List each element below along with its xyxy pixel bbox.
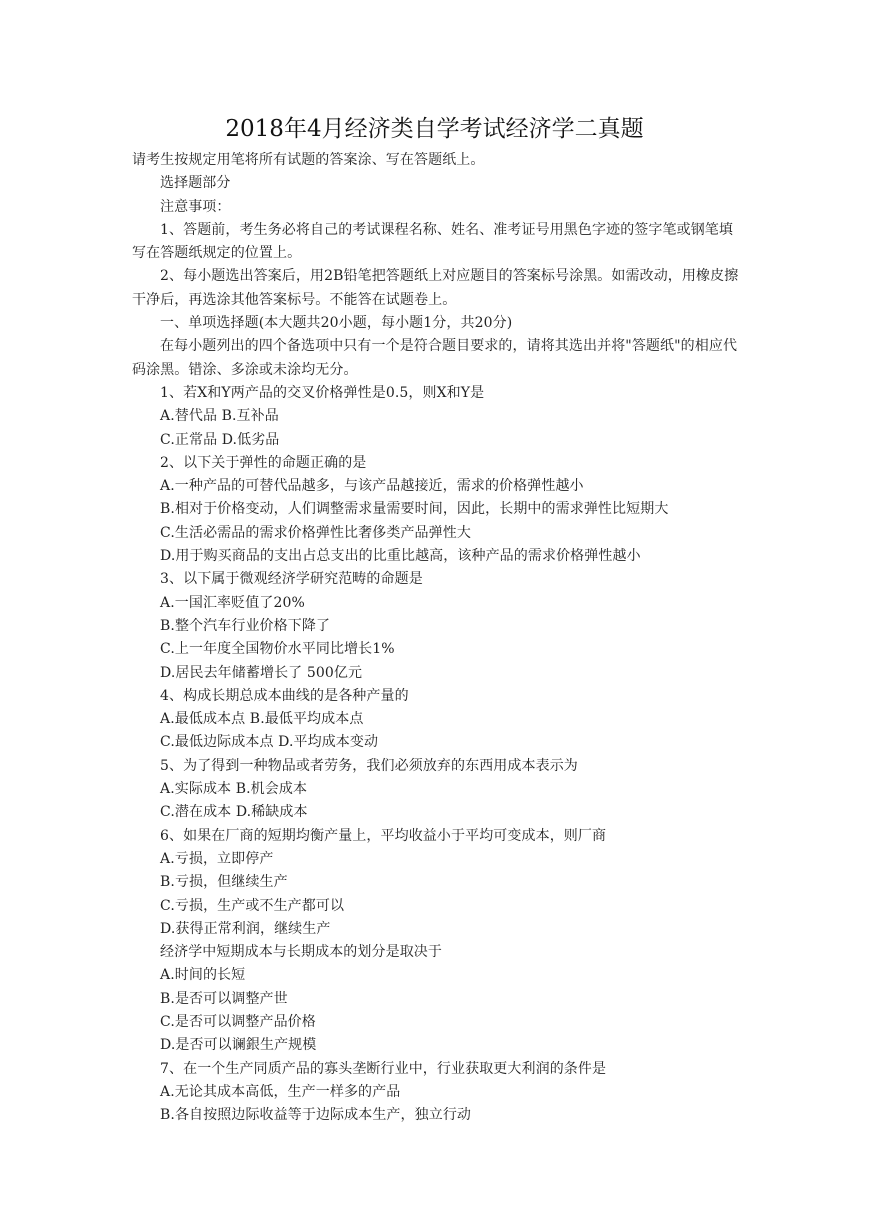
question-option: B.亏损，但继续生产	[160, 874, 288, 891]
question-1	[132, 382, 744, 452]
question-option: B.整个汽车行业价格下降了	[160, 617, 331, 634]
question-option: B.是否可以调整产世	[160, 990, 288, 1007]
question-stem: 6、如果在厂商的短期均衡产量上，平均收益小于平均可变成本，则厂商	[160, 827, 607, 844]
question-option: C.亏损，生产或不生产都可以	[160, 897, 345, 914]
question-option: A.一国汇率贬值了20%	[160, 594, 305, 611]
document-body	[132, 149, 744, 1127]
question-option: A.时间的长短	[160, 967, 246, 984]
question-2	[132, 452, 744, 568]
question-stem: 2、以下关于弹性的命题正确的是	[160, 454, 367, 471]
question-stem: 3、以下属于微观经济学研究范畴的命题是	[160, 571, 423, 588]
question-option: D.获得正常利润，继续生产	[160, 920, 331, 937]
notes-heading: 注意事项：	[160, 198, 231, 215]
intro-text: 请考生按规定用笔将所有试题的答案涂、写在答题纸上。	[132, 152, 485, 168]
note-2: 2、每小题选出答案后，用2B铅笔把答题纸上对应题目的答案标号涂黑。如需改动，用橡皮擦干净后，再选涂其他答案标号。不能答在试题卷上。	[132, 268, 739, 308]
part1-heading: 一、单项选择题(本大题共20小题，每小题1分，共20分)	[160, 315, 513, 332]
question-7	[132, 1058, 744, 1128]
question-option: C.上一年度全国物价水平同比增长1%	[160, 641, 395, 658]
question-5	[132, 755, 744, 825]
question-option: A.亏损，立即停产	[160, 850, 274, 867]
question-4	[132, 685, 744, 755]
question-option: A.实际成本 B.机会成本	[160, 781, 308, 798]
question-option: C.是否可以调整产品价格	[160, 1013, 316, 1030]
question-option: B.各自按照边际收益等于边际成本生产，独立行动	[160, 1107, 472, 1124]
question-option: C.最低边际成本点 D.平均成本变动	[160, 734, 379, 751]
part1-instructions: 在每小题列出的四个备选项中只有一个是符合题目要求的，请将其选出并将"答题纸"的相应代码涂黑。错涂、多涂或未涂均无分。	[132, 338, 738, 378]
question-option: A.无论其成本高低，生产一样多的产品	[160, 1083, 401, 1100]
question-stem: 5、为了得到一种物品或者劳务，我们必须放弃的东西用成本表示为	[160, 757, 578, 774]
section-label: 选择题部分	[160, 175, 231, 192]
question-3	[132, 568, 744, 684]
note-1: 1、答题前，考生务必将自己的考试课程名称、姓名、准考证号用黑色字迹的签字笔或钢笔填写在答题纸规定的位置上。	[132, 221, 734, 262]
question-option: D.是否可以谰銀生产规模	[160, 1037, 317, 1054]
question-option: C.潜在成本 D.稀缺成本	[160, 804, 308, 821]
question-stem: 1、若X和Y两产品的交叉价格弹性是0.5，则X和Y是	[160, 384, 485, 401]
question-option: B.相对于价格变动，人们调整需求量需要时间，因此，长期中的需求弹性比短期大	[160, 501, 669, 518]
question-option: A.最低成本点 B.最低平均成本点	[160, 711, 364, 728]
question-option: D.用于购买商品的支出占总支出的比重比越高，该种产品的需求价格弹性越小	[160, 548, 641, 565]
question-option: C.生活必需品的需求价格弹性比奢侈类产品弹性大	[160, 524, 471, 541]
question-option: A.一种产品的可替代品越多，与该产品越接近，需求的价格弹性越小	[160, 478, 584, 495]
page-title: 2018年4月经济类自学考试经济学二真题	[225, 116, 644, 142]
question-stem: 4、构成长期总成本曲线的是各种产量的	[160, 687, 409, 704]
question-option: A.替代品 B.互补品	[160, 408, 279, 425]
question-stem: 经济学中短期成本与长期成本的划分是取决于	[160, 944, 442, 961]
question-option: D.居民去年储蓄增长了 500亿元	[160, 664, 363, 681]
question-6	[132, 825, 744, 941]
question-option: C.正常品 D.低劣品	[160, 431, 280, 448]
question-unnumbered	[132, 941, 744, 1057]
question-stem: 7、在一个生产同质产品的寡头垄断行业中，行业获取更大利润的条件是	[160, 1060, 607, 1077]
